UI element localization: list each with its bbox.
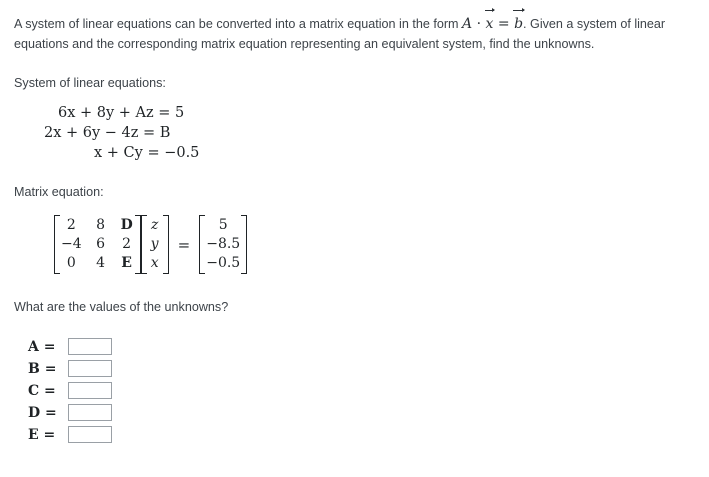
answer-row-c <box>28 380 693 401</box>
formula-equals: = <box>493 16 515 32</box>
matrix-equals-sign: = <box>177 235 191 254</box>
system-label: System of linear equations: <box>14 76 166 90</box>
matrix-cell: 6 <box>96 236 106 252</box>
answer-input-c[interactable] <box>68 382 112 399</box>
matrix-cell: −4 <box>61 236 82 252</box>
constant-vector <box>199 215 247 274</box>
matrix-cell: 2 <box>122 236 132 252</box>
constant-cell: 5 <box>218 217 228 233</box>
vector-cell: z <box>150 217 159 233</box>
coefficient-matrix <box>54 215 141 274</box>
answer-row-a <box>28 336 693 357</box>
answer-label-c: C = <box>28 382 56 399</box>
formula-vector-b: b <box>514 16 524 32</box>
constant-cell: −0.5 <box>206 255 241 271</box>
constant-cell: −8.5 <box>206 236 241 252</box>
formula-vector-x: x <box>485 16 494 32</box>
matrix-cell: D <box>120 217 133 233</box>
answer-input-e[interactable] <box>68 426 112 443</box>
answer-label-e: E = <box>28 426 56 443</box>
matrix-cell: 4 <box>96 255 106 271</box>
vector-cell: y <box>150 236 159 252</box>
answers-list <box>28 336 693 445</box>
answer-row-d <box>28 402 693 423</box>
answer-label-d: D = <box>28 404 57 421</box>
variable-vector <box>141 215 169 274</box>
formula-matrix-a: A <box>462 16 473 32</box>
intro-paragraph <box>14 14 693 54</box>
question-text: What are the values of the unknowns? <box>14 300 229 314</box>
matrix-cell: 2 <box>66 217 76 233</box>
answer-input-b[interactable] <box>68 360 112 377</box>
answer-label-b: B = <box>28 360 57 377</box>
answer-input-a[interactable] <box>68 338 112 355</box>
matrix-cell: E <box>121 255 132 271</box>
answer-row-b <box>28 358 693 379</box>
equation-line-3: x + Cy = −0.5 <box>94 145 200 161</box>
formula-dot: · <box>472 16 486 32</box>
matrix-cell: 0 <box>66 255 76 271</box>
matrix-label: Matrix equation: <box>14 185 104 199</box>
intro-text-part2: . Given a system of linear equations and the corresponding matrix equation representing an equivalent system, find the unknowns. <box>14 17 666 51</box>
matrix-cell: 8 <box>96 217 106 233</box>
matrix-equation <box>54 215 693 274</box>
system-equations <box>44 103 693 163</box>
answer-label-a: A = <box>28 338 56 355</box>
equation-line-1: 6x + 8y + Az = 5 <box>58 105 185 121</box>
intro-text-part1: A system of linear equations can be converted into a matrix equation in the form <box>14 17 463 31</box>
answer-row-e <box>28 424 693 445</box>
equation-line-2: 2x + 6y − 4z = B <box>44 125 171 141</box>
answer-input-d[interactable] <box>68 404 112 421</box>
vector-cell: x <box>150 255 159 271</box>
